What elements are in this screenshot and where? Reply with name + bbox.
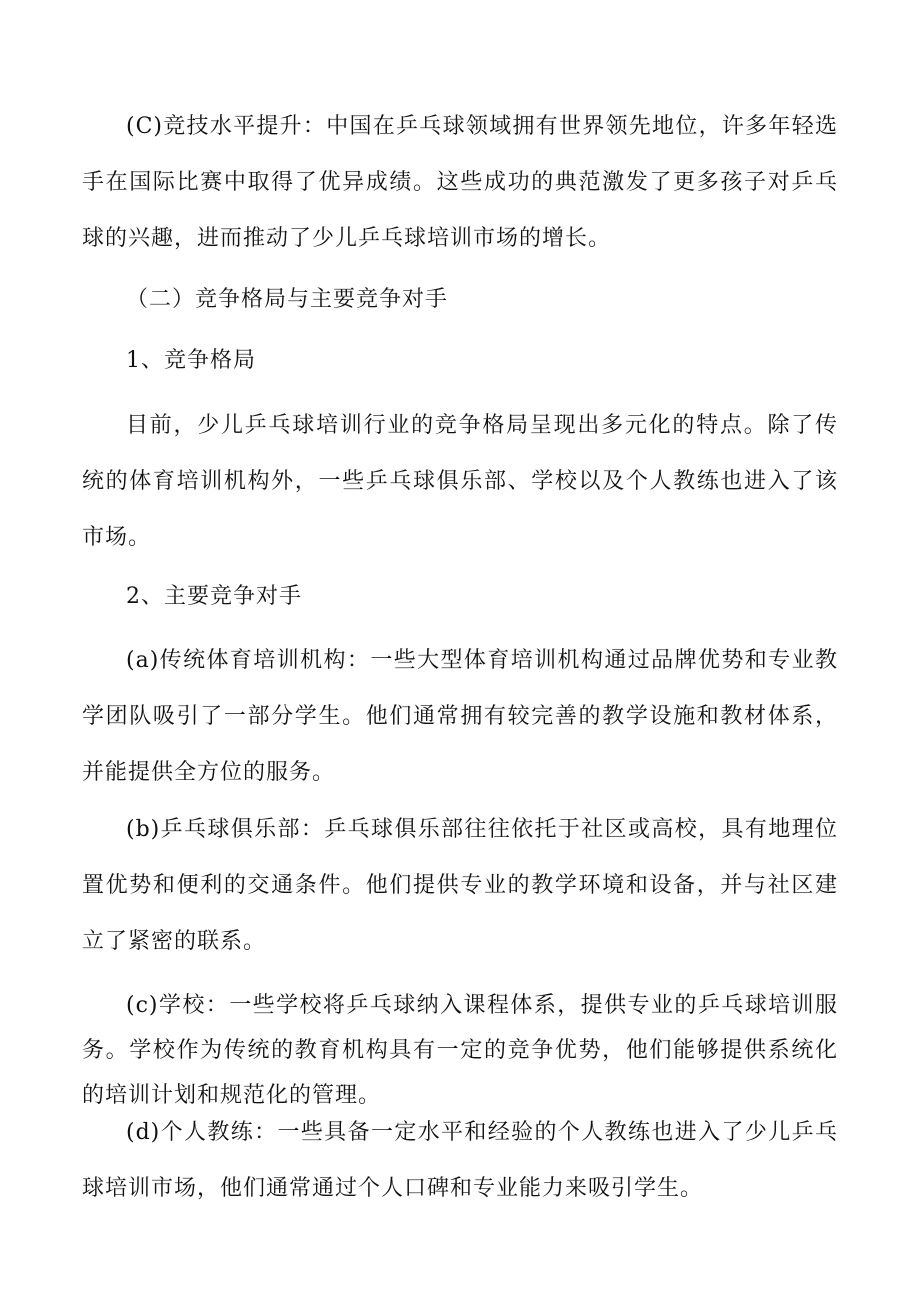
paragraph-table-tennis-clubs: (b)乒乓球俱乐部：乒乓球俱乐部往往依托于社区或高校，具有地理位置优势和便利的交通条件。他们提供专业的教学环境和设备，并与社区建立了紧密的联系。	[82, 817, 838, 954]
paragraph-personal-coaches: (d)个人教练：一些具备一定水平和经验的个人教练也进入了少儿乒乓球培训市场，他们通常通过个人口碑和专业能力来吸引学生。	[82, 1120, 838, 1201]
paragraph-schools: (c)学校：一些学校将乒乓球纳入课程体系，提供专业的乒乓球培训服务。学校作为传统的教育机构具有一定的竞争优势，他们能够提供系统化的培训计划和规范化的管理。	[82, 993, 838, 1108]
paragraph-landscape: 目前，少儿乒乓球培训行业的竞争格局呈现出多元化的特点。除了传统的体育培训机构外，一些乒乓球俱乐部、学校以及个人教练也进入了该市场。	[82, 413, 838, 550]
paragraph-competitive-level: (C)竞技水平提升：中国在乒乓球领域拥有世界领先地位，许多年轻选手在国际比赛中取得了优异成绩。这些成功的典范激发了更多孩子对乒乓球的兴趣，进而推动了少儿乒乓球培训市场的增长。	[82, 114, 838, 251]
sub-heading-competitors: 2、主要竞争对手	[126, 584, 302, 609]
section-heading-competition: （二）竞争格局与主要竞争对手	[126, 287, 449, 312]
sub-heading-landscape: 1、竞争格局	[126, 348, 256, 373]
paragraph-traditional-institutions: (a)传统体育培训机构：一些大型体育培训机构通过品牌优势和专业教学团队吸引了一部分学生。他们通常拥有较完善的教学设施和教材体系，并能提供全方位的服务。	[82, 648, 838, 785]
